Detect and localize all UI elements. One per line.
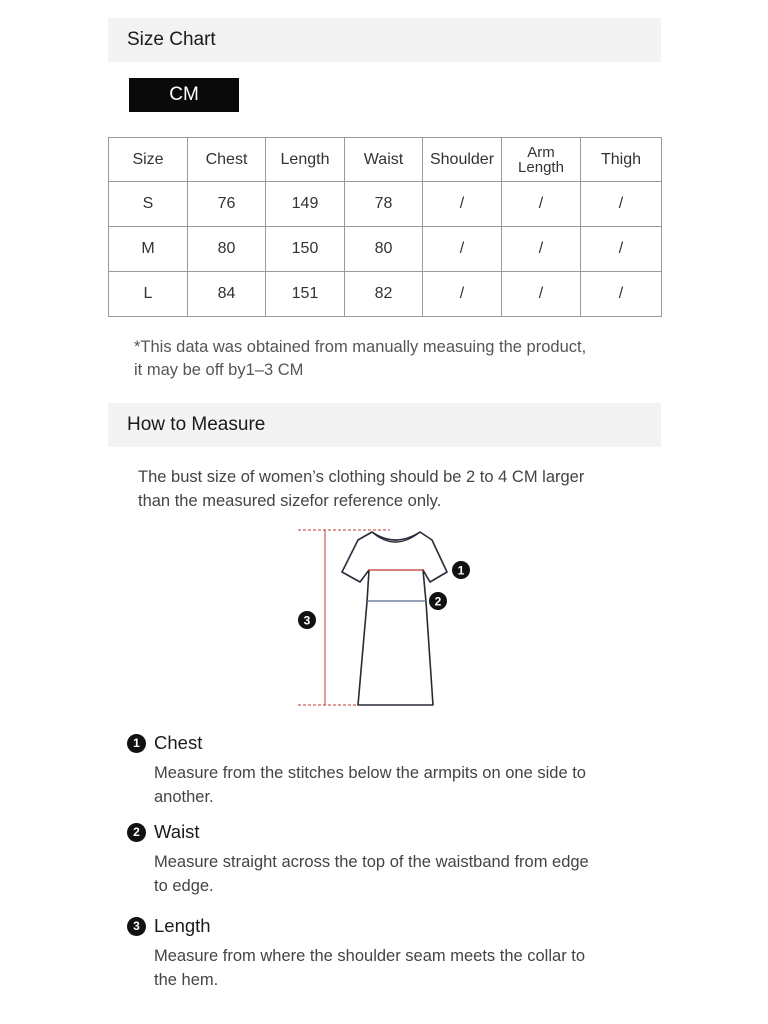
desc-line: Measure straight across the top of the waistband from edge: [154, 853, 589, 871]
header-size: Size: [109, 138, 188, 182]
marker-3-icon: [298, 611, 316, 629]
item-desc-length: [154, 944, 657, 992]
measure-item-chest: [127, 731, 657, 809]
table-cell: /: [581, 272, 662, 317]
table-row: [109, 272, 662, 317]
header-arm-line2: Length: [518, 158, 564, 176]
table-cell: /: [581, 227, 662, 272]
table-cell: /: [423, 227, 502, 272]
marker-1-icon: [452, 561, 470, 579]
note-line-2: it may be off by1–3 CM: [134, 361, 304, 379]
size-table: [108, 137, 662, 317]
desc-line: the hem.: [154, 971, 219, 989]
header-thigh: Thigh: [581, 138, 662, 182]
item-title-length: Length: [154, 915, 211, 936]
desc-line: another.: [154, 788, 214, 806]
how-to-measure-header: [108, 403, 661, 447]
header-waist: Waist: [345, 138, 423, 182]
measure-intro: [138, 465, 658, 513]
table-cell: M: [109, 227, 188, 272]
marker-2-label: 2: [434, 594, 442, 609]
measure-item-waist: [127, 820, 657, 898]
note-line-1: *This data was obtained from manually measuing the product,: [134, 338, 587, 356]
table-cell: /: [423, 272, 502, 317]
measurement-note: [134, 336, 654, 382]
unit-tab-label: CM: [169, 84, 199, 105]
table-cell: 78: [345, 182, 423, 227]
table-cell: 150: [266, 227, 345, 272]
item-title-waist: Waist: [154, 821, 200, 842]
table-cell: /: [423, 182, 502, 227]
header-shoulder: Shoulder: [423, 138, 502, 182]
table-row: [109, 182, 662, 227]
measure-item-length: [127, 914, 657, 992]
desc-line: Measure from the stitches below the armpits on one side to: [154, 764, 586, 782]
header-arm-length: [502, 138, 581, 182]
table-header-row: [109, 138, 662, 182]
table-cell: /: [502, 272, 581, 317]
dress-diagram-svg: [290, 522, 480, 712]
size-chart-title: Size Chart: [127, 29, 216, 50]
header-arm-line1: Arm: [527, 143, 555, 161]
table-cell: S: [109, 182, 188, 227]
marker-1-label: 1: [457, 563, 465, 578]
desc-line: to edge.: [154, 877, 214, 895]
intro-line-2: than the measured sizefor reference only.: [138, 492, 442, 510]
header-length: Length: [266, 138, 345, 182]
item-desc-chest: [154, 761, 657, 809]
table-cell: 76: [188, 182, 266, 227]
table-cell: 80: [345, 227, 423, 272]
marker-3-label: 3: [303, 613, 311, 628]
item-number-2-icon: 2: [127, 823, 146, 842]
size-chart-header: [108, 18, 661, 62]
dress-outline: [342, 532, 447, 705]
table-cell: 82: [345, 272, 423, 317]
marker-2-icon: [429, 592, 447, 610]
table-cell: L: [109, 272, 188, 317]
unit-tab-cm[interactable]: [129, 78, 239, 112]
table-cell: 149: [266, 182, 345, 227]
table-cell: /: [502, 227, 581, 272]
table-cell: 151: [266, 272, 345, 317]
intro-line-1: The bust size of women’s clothing should be 2 to 4 CM larger: [138, 468, 585, 486]
desc-line: Measure from where the shoulder seam meets the collar to: [154, 947, 586, 965]
how-to-measure-title: How to Measure: [127, 414, 266, 435]
item-desc-waist: [154, 850, 657, 898]
table-cell: 80: [188, 227, 266, 272]
item-number-1-icon: 1: [127, 734, 146, 753]
table-cell: /: [581, 182, 662, 227]
table-cell: /: [502, 182, 581, 227]
item-number-3-icon: 3: [127, 917, 146, 936]
table-row: [109, 227, 662, 272]
item-title-chest: Chest: [154, 732, 203, 753]
table-cell: 84: [188, 272, 266, 317]
dress-measure-diagram: [290, 522, 480, 717]
header-chest: Chest: [188, 138, 266, 182]
